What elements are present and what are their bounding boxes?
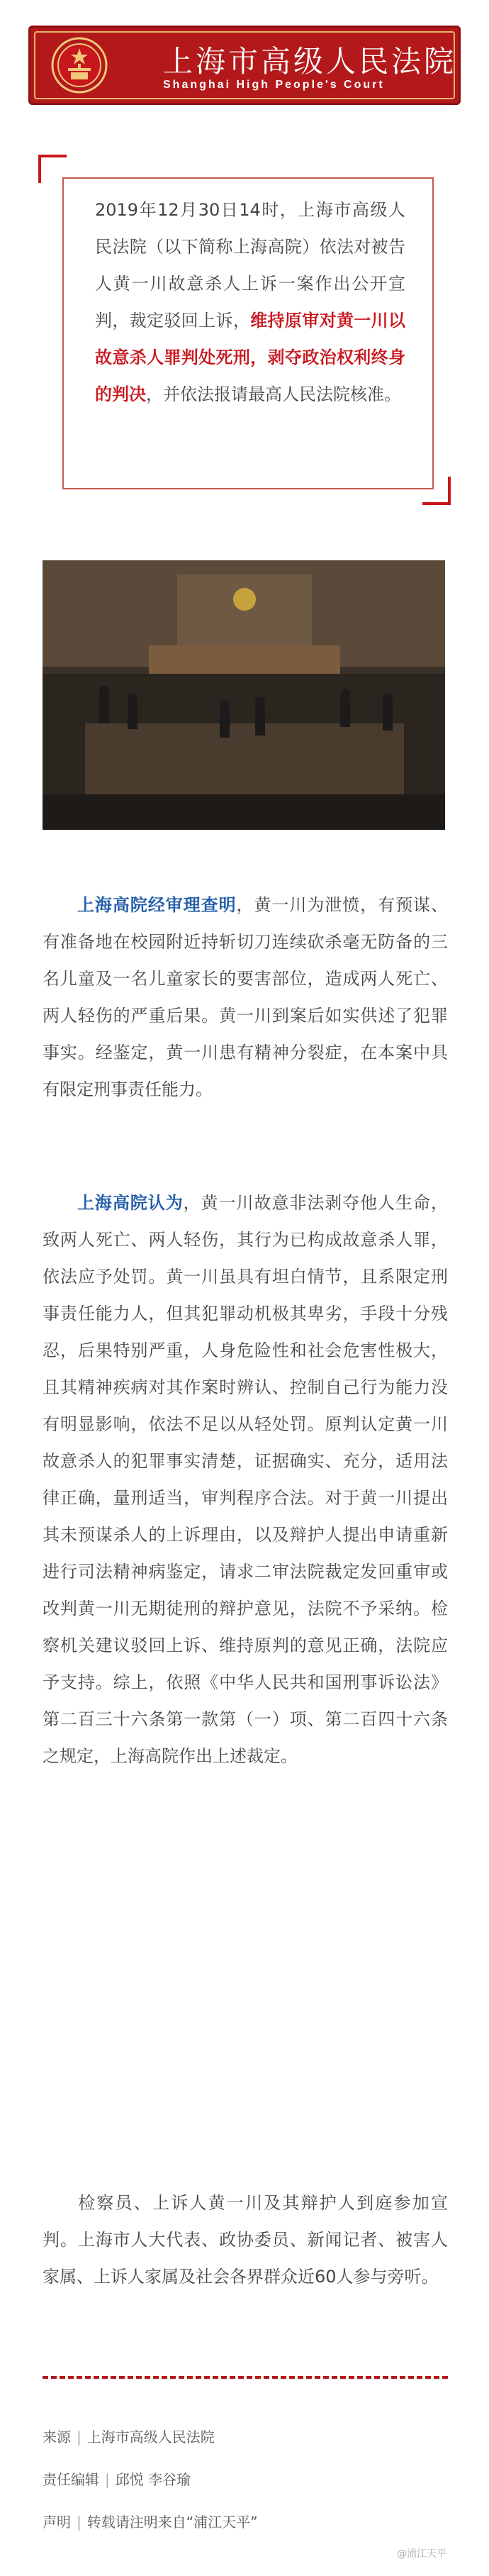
intro-box bbox=[62, 177, 434, 489]
intro-part2: ，并依法报请最高人民法院核准。 bbox=[146, 384, 401, 404]
court-emblem-icon bbox=[50, 35, 109, 95]
dashed-divider bbox=[43, 2376, 448, 2379]
intro-text bbox=[95, 191, 405, 413]
findings-lead: 上海高院经审理查明 bbox=[77, 895, 237, 915]
footer-editor-value: 邱悦 李谷瑜 bbox=[115, 2471, 191, 2488]
paragraph-attendance bbox=[43, 2184, 448, 2295]
footer-notice-label: 声明 bbox=[43, 2514, 71, 2531]
watermark: @浦江天平 bbox=[397, 2548, 446, 2560]
banner-title: 上海市高级人民法院 bbox=[163, 44, 457, 79]
courtroom-photo bbox=[43, 560, 445, 830]
footer-notice-value: 转载请注明来自“浦江天平” bbox=[86, 2514, 258, 2531]
banner-subtitle: Shanghai High People's Court bbox=[163, 79, 385, 91]
paragraph-ruling bbox=[43, 1184, 448, 1775]
intro-highlight: 维持原审对黄一川以故意杀人罪判处死刑，剥夺政治权利终身的判决 bbox=[95, 311, 406, 404]
footer-source-value: 上海市高级人民法院 bbox=[86, 2428, 215, 2445]
findings-text: ，黄一川为泄愤，有预谋、有准备地在校园附近持斩切刀连续砍杀毫无防备的三名儿童及一名儿童家长的要害部位，造成两人死亡、两人轻伤的严重后果。黄一川到案后如实供述了犯罪事实。经鉴定，黄一川患有精神分裂症，在本案中具有限定刑事责任能力。 bbox=[43, 895, 449, 1099]
courtroom-illustration bbox=[43, 560, 445, 830]
attendance-text: 检察员、上诉人黄一川及其辩护人到庭参加宣判。上海市人大代表、政协委员、新闻记者、被害人家属、上诉人家属及社会各界群众近60人参与旁听。 bbox=[43, 2193, 448, 2287]
paragraph-findings bbox=[43, 887, 448, 1108]
intro-part1: 2019年12月30日14时，上海市高级人民法院（以下简称上海高院）依法对被告人黄一川故意杀人上诉一案作出公开宣判，裁定驳回上诉， bbox=[95, 200, 405, 331]
court-banner bbox=[28, 26, 461, 105]
footer-source: 来源 | 上海市高级人民法院 bbox=[43, 2428, 215, 2445]
footer-editor: 责任编辑 | 邱悦 李谷瑜 bbox=[43, 2471, 191, 2488]
ruling-lead: 上海高院认为 bbox=[77, 1193, 184, 1213]
footer-editor-label: 责任编辑 bbox=[43, 2471, 99, 2488]
footer-notice: 声明 | 转载请注明来自“浦江天平” bbox=[43, 2514, 258, 2531]
ruling-text: ，黄一川故意非法剥夺他人生命，致两人死亡、两人轻伤，其行为已构成故意杀人罪，依法应予处罚。黄一川虽具有坦白情节，且系限定刑事责任能力人，但其犯罪动机极其卑劣，手段十分残忍，后果特别严重，人身危险性和社会危害性极大，且其精神疾病对其作案时辨认、控制自己行为能力没有明显影响，依法不足以从轻处罚。原判认定黄一川故意杀人的犯罪事实清楚，证据确实、充分，适用法律正确，量刑适当，审判程序合法。对于黄一川提出其未预谋杀人的上诉理由，以及辩护人提出申请重新进行司法精神病鉴定，请求二审法院裁定发回重审或改判黄一川无期徒刑的辩护意见，法院不予采纳。检察机关建议驳回上诉、维持原判的意见正确，法院应予支持。综上，依照《中华人民共和国刑事诉讼法》第二百三十六条第一款第（一）项、第二百四十六条之规定，上海高院作出上述裁定。 bbox=[43, 1193, 449, 1766]
corner-decoration-bottom-right bbox=[422, 477, 451, 505]
footer-source-label: 来源 bbox=[43, 2428, 71, 2445]
